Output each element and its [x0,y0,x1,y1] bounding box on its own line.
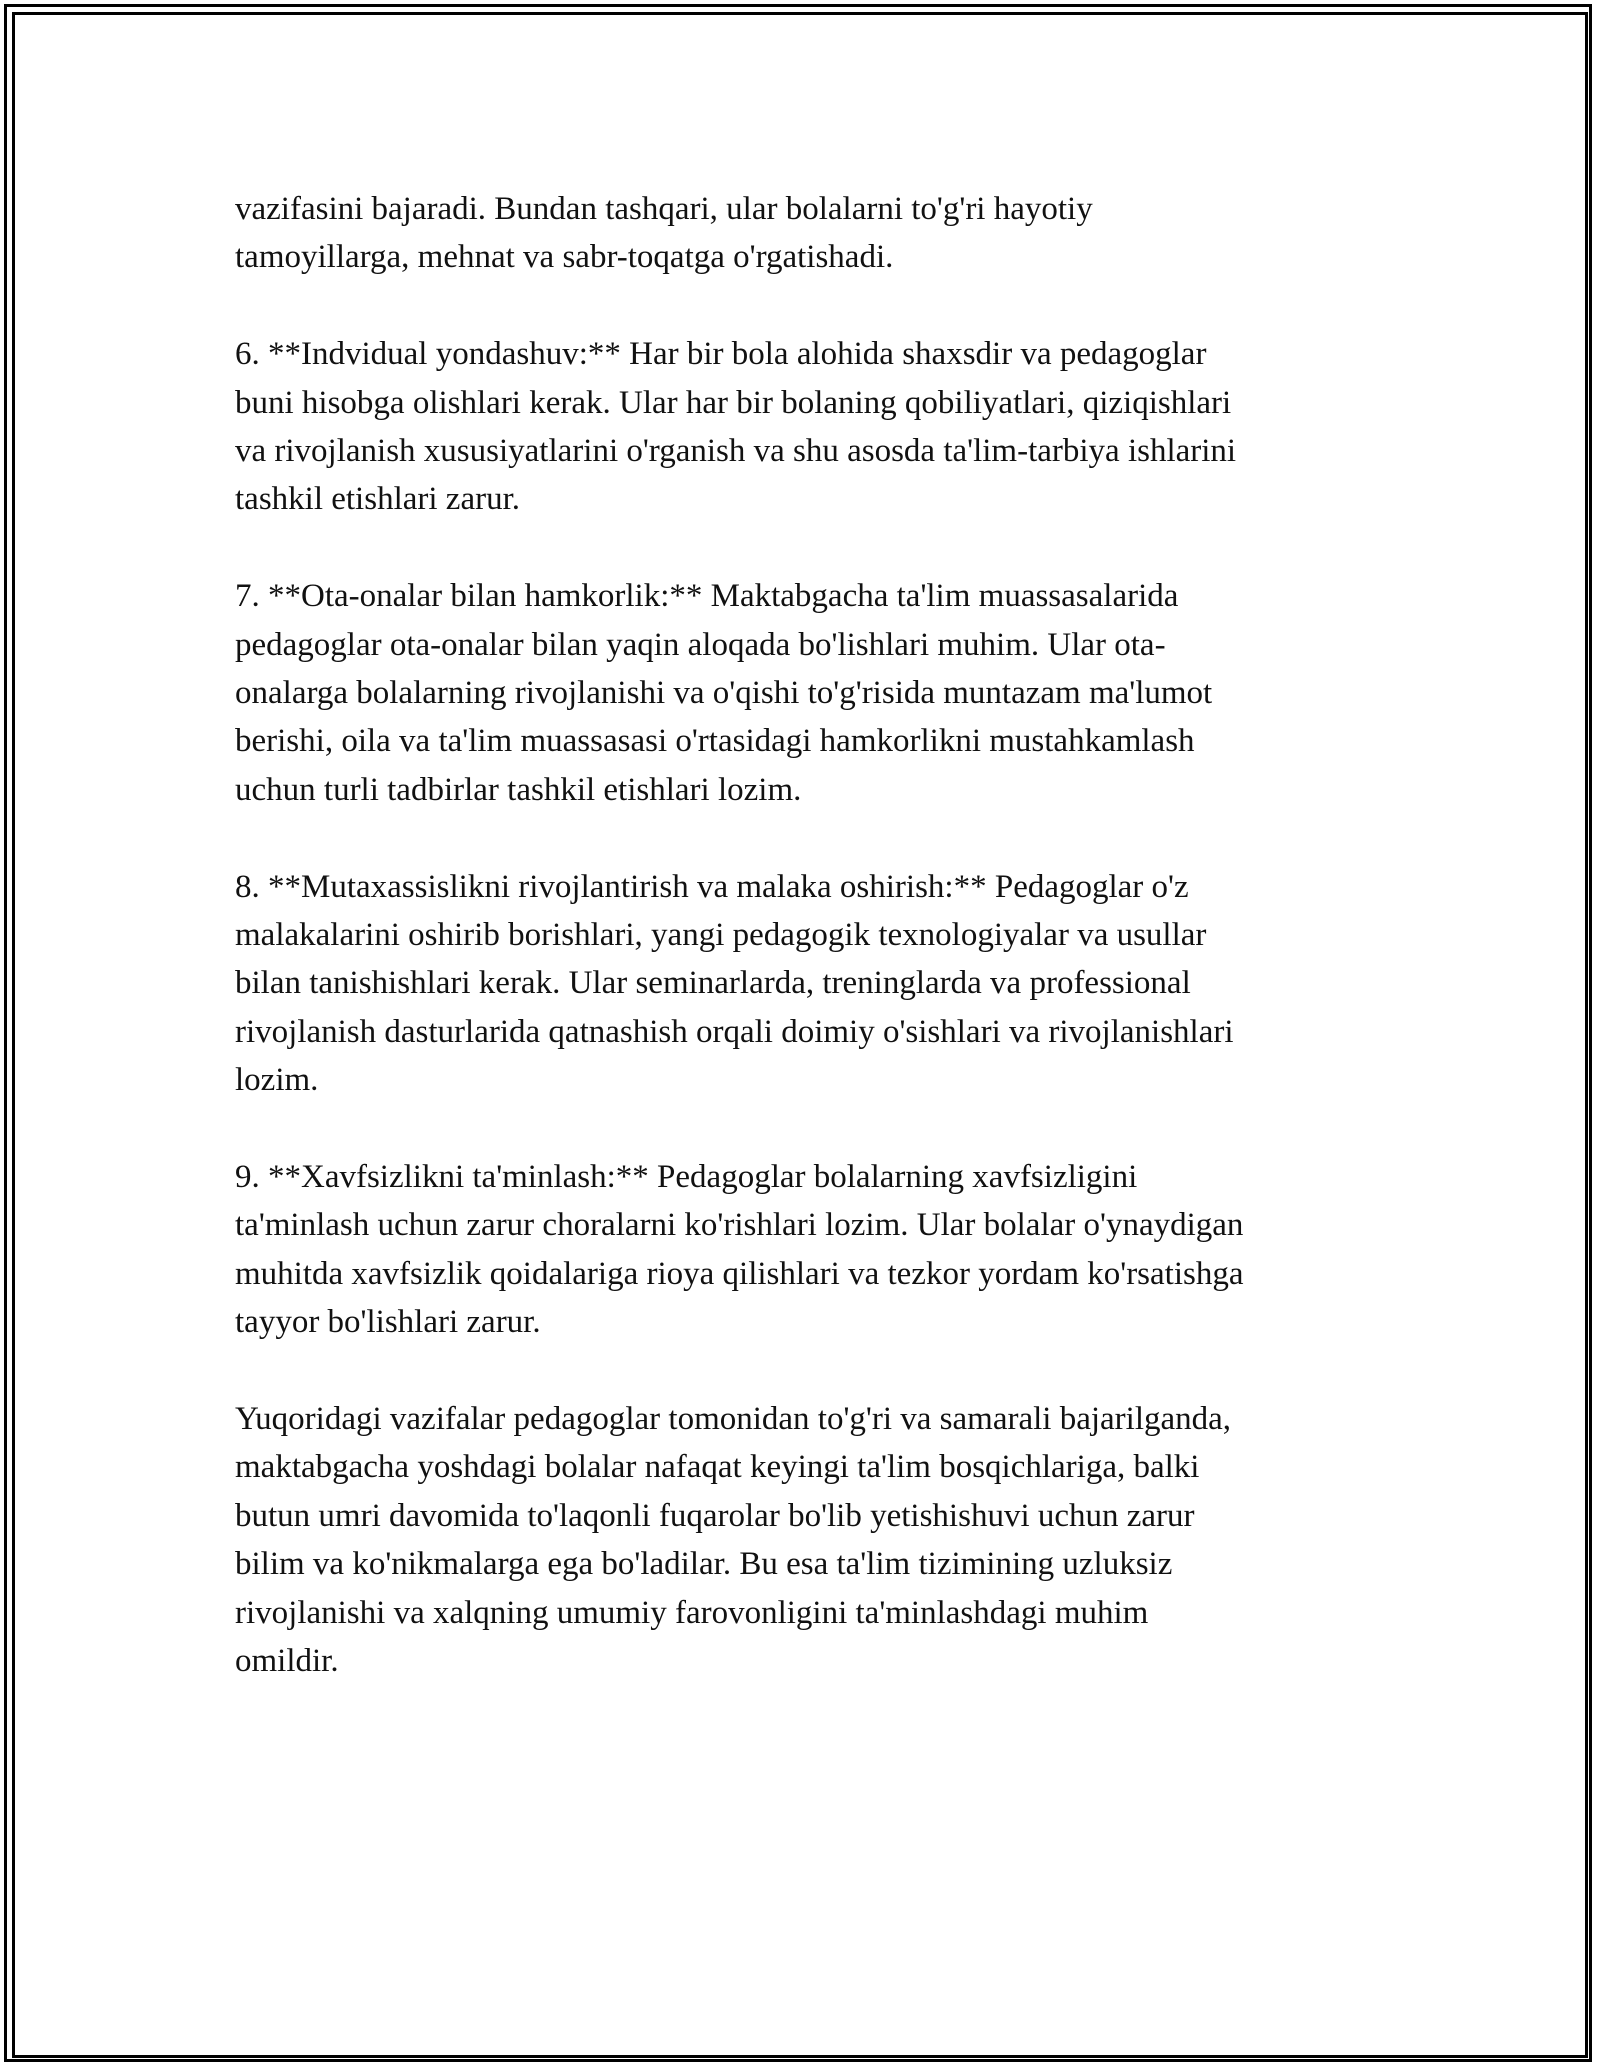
text-line: lozim. [235,1062,319,1099]
text-line: bilan tanishishlari kerak. Ular seminarlarda, treninglarda va professional [235,965,1191,1002]
paragraph-item-7 [235,572,1365,814]
text-line: malakalarini oshirib borishlari, yangi pedagogik texnologiyalar va usullar [235,917,1207,954]
text-line: ta'minlash uchun zarur choralarni ko'rishlari lozim. Ular bolalar o'ynaydigan [235,1207,1244,1244]
paragraph-item-9 [235,1153,1365,1347]
text-line: 8. **Mutaxassislikni rivojlantirish va malaka oshirish:** Pedagoglar o'z [235,868,1189,905]
text-line: 6. **Indvidual yondashuv:** Har bir bola alohida shaxsdir va pedagoglar [235,336,1207,373]
text-line: uchun turli tadbirlar tashkil etishlari lozim. [235,771,802,808]
text-line: tashkil etishlari zarur. [235,481,520,518]
text-line: va rivojlanish xususiyatlarini o'rganish va shu asosda ta'lim-tarbiya ishlarini [235,433,1237,470]
text-line: 9. **Xavfsizlikni ta'minlash:** Pedagoglar bolalarning xavfsizligini [235,1159,1138,1196]
text-line: rivojlanishi va xalqning umumiy farovonligini ta'minlashdagi muhim [235,1594,1149,1631]
text-line: maktabgacha yoshdagi bolalar nafaqat keyingi ta'lim bosqichlariga, balki [235,1449,1200,1486]
text-line: rivojlanish dasturlarida qatnashish orqali doimiy o'sishlari va rivojlanishlari [235,1013,1234,1050]
text-line: Yuqoridagi vazifalar pedagoglar tomonidan to'g'ri va samarali bajarilganda, [235,1401,1232,1438]
document-body [235,185,1365,1734]
paragraph-item-8 [235,863,1365,1105]
text-line: butun umri davomida to'laqonli fuqarolar bo'lib yetishishuvi uchun zarur [235,1497,1195,1534]
text-line: bilim va ko'nikmalarga ega bo'ladilar. Bu esa ta'lim tizimining uzluksiz [235,1546,1173,1583]
text-line: pedagoglar ota-onalar bilan yaqin aloqada bo'lishlari muhim. Ular ota- [235,626,1166,663]
text-line: 7. **Ota-onalar bilan hamkorlik:** Maktabgacha ta'lim muassasalarida [235,578,1179,615]
text-line: onalarga bolalarning rivojlanishi va o'qishi to'g'risida muntazam ma'lumot [235,675,1213,712]
text-line: berishi, oila va ta'lim muassasasi o'rtasidagi hamkorlikni mustahkamlash [235,723,1195,760]
paragraph-item-6 [235,330,1365,524]
text-line: muhitda xavfsizlik qoidalariga rioya qilishlari va tezkor yordam ko'rsatishga [235,1255,1244,1292]
text-line: tayyor bo'lishlari zarur. [235,1304,541,1341]
paragraph-conclusion [235,1395,1365,1685]
text-line: buni hisobga olishlari kerak. Ular har bir bolaning qobiliyatlari, qiziqishlari [235,384,1232,421]
text-line: tamoyillarga, mehnat va sabr-toqatga o'rgatishadi. [235,239,894,276]
text-line: omildir. [235,1643,339,1680]
paragraph-duties-continuation [235,185,1365,282]
text-line: vazifasini bajaradi. Bundan tashqari, ular bolalarni to'g'ri hayotiy [235,191,1093,227]
